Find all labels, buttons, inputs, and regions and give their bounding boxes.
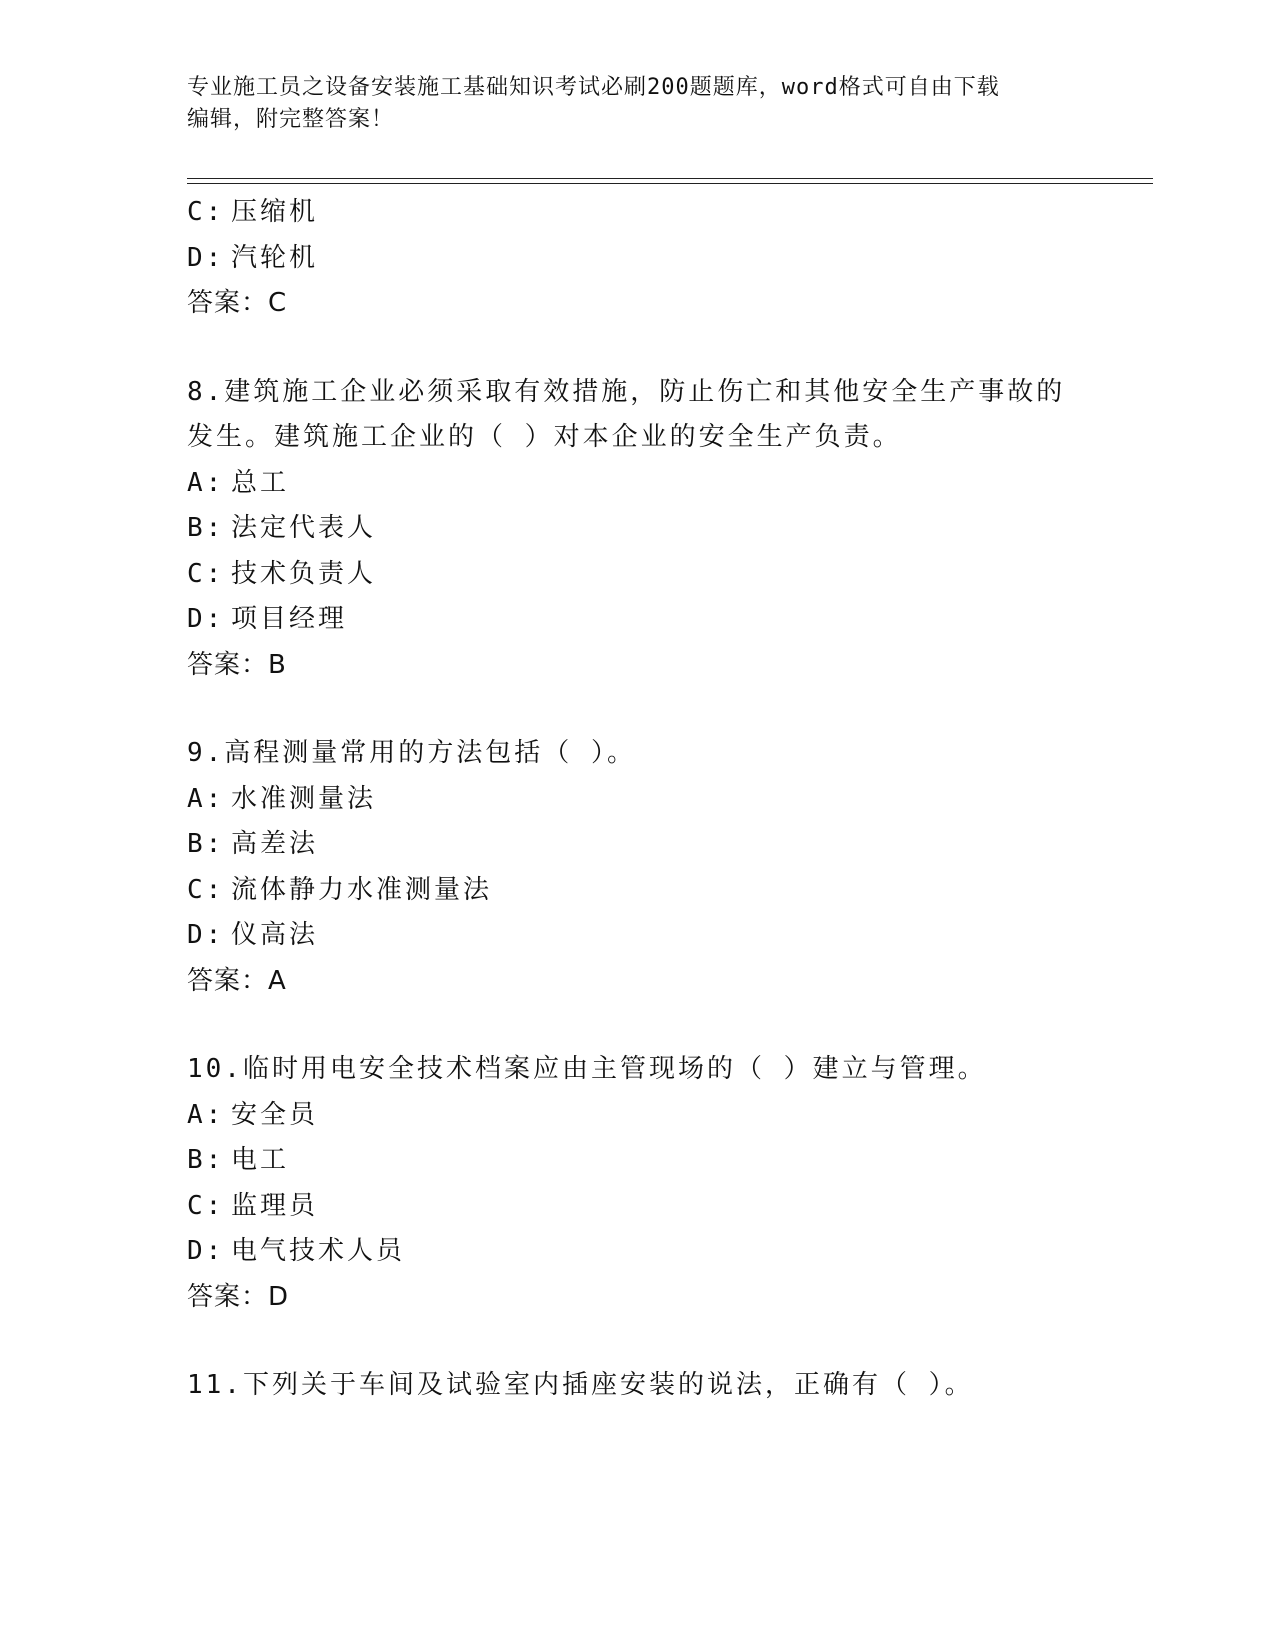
document-header [187,72,1067,136]
question-7-continued [187,190,1087,327]
answer-line: 答案：B [187,649,287,680]
option-text: 仪高法 [231,920,319,950]
option-key: B: [187,513,225,543]
option-a [187,777,1087,823]
option-c [187,190,1087,236]
question-stem: 10.临时用电安全技术档案应由主管现场的（ ）建立与管理。 [187,1054,987,1084]
option-b [187,1138,1087,1184]
option-c [187,552,1087,598]
option-text: 法定代表人 [231,513,377,543]
option-key: D: [187,1236,225,1266]
option-key: C: [187,558,225,589]
option-text: 监理员 [231,1190,319,1221]
option-key: C: [187,874,225,905]
option-text: 项目经理 [231,604,348,634]
option-d [187,236,1087,282]
option-key: A: [187,467,225,498]
option-text: 安全员 [231,1099,319,1130]
option-key: D: [187,604,225,634]
option-a [187,461,1087,507]
question-10 [187,1047,1087,1320]
option-a [187,1093,1087,1139]
option-text: 电工 [231,1145,290,1175]
option-key: B: [187,1145,225,1175]
option-text: 压缩机 [231,197,319,227]
header-title-line-1: 专业施工员之设备安装施工基础知识考试必刷200题题库，word格式可自由下载 [187,75,1000,100]
answer-line: 答案：A [187,965,287,996]
option-text: 电气技术人员 [231,1236,406,1266]
question-list [187,190,1087,1409]
option-b [187,506,1087,552]
option-b [187,822,1087,868]
question-stem: 8.建筑施工企业必须采取有效措施，防止伤亡和其他安全生产事故的 [187,376,1066,407]
header-title-line-2: 编辑，附完整答案！ [187,107,395,132]
option-text: 水准测量法 [231,783,377,814]
option-text: 流体静力水准测量法 [231,874,493,905]
question-9 [187,731,1087,1004]
option-key: A: [187,1099,225,1130]
option-text: 高差法 [231,829,319,859]
option-text: 总工 [231,467,290,498]
option-key: D: [187,242,225,273]
header-divider-top [187,178,1153,179]
option-c [187,1184,1087,1230]
option-text: 汽轮机 [231,242,319,273]
option-key: C: [187,197,225,227]
question-stem-continued: 发生。建筑施工企业的（ ）对本企业的安全生产负责。 [187,422,902,452]
option-key: B: [187,829,225,859]
option-key: A: [187,783,225,814]
option-d [187,1229,1087,1275]
option-d [187,913,1087,959]
option-key: D: [187,920,225,950]
question-8 [187,370,1087,689]
question-stem: 11.下列关于车间及试验室内插座安装的说法，正确有（ ）。 [187,1370,974,1400]
option-key: C: [187,1190,225,1221]
header-divider-bottom [187,183,1153,184]
question-stem: 9.高程测量常用的方法包括（ ）。 [187,738,636,768]
option-c [187,868,1087,914]
answer-line: 答案：C [187,288,288,318]
option-text: 技术负责人 [231,558,377,589]
answer-line: 答案：D [187,1281,290,1312]
option-d [187,597,1087,643]
question-11 [187,1363,1087,1409]
